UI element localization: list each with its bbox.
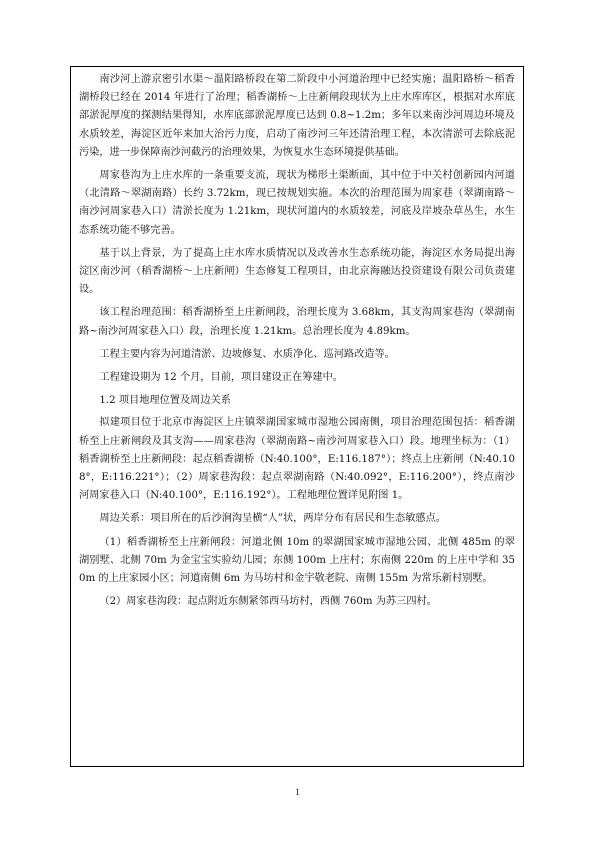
paragraph-zhoujiaxiang-ditch: 周家巷沟为上庄水库的一条重要支流，现状为梯形土渠断面，其中位于中关村创新园内河道（北清路～翠湖南路）长约 3.72km，现已按规划实施。本次的治理范围为周家巷（翠湖南路～南沙河周家巷入口）清淤长度为 1.21km，现状河道内的水质较差，河底及岸坡杂草丛生，水生态系统功能不够完善。 [79,170,515,236]
content-frame [70,66,524,767]
paragraph-treatment-scope: 该工程治理范围：稻香湖桥至上庄新闸段，治理长度为 3.68km，其支沟周家巷沟（翠湖南路~南沙河周家巷入口）段，治理长度 1.21km。总治理长度为 4.89km。 [79,307,515,337]
paragraph-background-nanshahe: 南沙河上游京密引水渠～温阳路桥段在第二阶段中小河道治理中已经实施；温阳路桥～稻香湖桥段已经在 2014 年进行了治理；稻香湖桥～上庄新闸段现状为上庄水库库区，根据对水库底部淤泥厚度的探测结果得知，水库底部淤泥厚度已达到 0.8~1.2m；多年以来南沙河周边环境及水质较差，海淀区近年来加大治污力度，启动了南沙河三年还清治理工程，本次清淤可去除底泥污染，进一步保障南沙河截污的治理效果，为恢复水生态环境提供基础。 [79,74,515,158]
paragraph-project-origin: 基于以上背景，为了提高上庄水库水质情况以及改善水生态系统功能，海淀区水务局提出海淀区南沙河（稻香湖桥～上庄新闸）生态修复工程项目，由北京海融达投资建设有限公司负责建设。 [79,247,515,296]
section-heading-location: 1.2 项目地理位置及周边关系 [99,395,231,407]
paragraph-location-coordinates: 拟建项目位于北京市海淀区上庄镇翠湖国家城市湿地公园南侧，项目治理范围包括：稻香湖桥至上庄新闸段及其支沟——周家巷沟（翠湖南路~南沙河周家巷入口）段。地理坐标为：（1）稻香湖桥至上庄新闸段：起点稻香湖桥（N:40.100°，E:116.187°）；终点上庄新闸（N:40.108°，E:116.221°）；（2）周家巷沟段：起点翠湖南路（N:40.092°，E:116.200°），终点南沙河周家巷入口（N:40.100°，E:116.192°）。工程地理位置详见附图 1。 [79,417,515,502]
paragraph-surroundings-section-1: （1）稻香湖桥至上庄新闸段：河道北侧 10m 的翠湖国家城市湿地公园、北侧 485m 的翠湖别墅、北侧 70m 为金宝宝实验幼儿园；东侧 100m 上庄村；东南侧 220m 的上庄中学和 350m 的上庄家园小区；河道南侧 6m 为马坊村和金宇敬老院、南侧 155m 为常乐新村别墅。 [79,536,515,585]
paragraph-main-content: 工程主要内容为河道清淤、边坡修复、水质净化、巡河路改造等。 [99,348,395,360]
page-number: 1 [295,787,300,797]
paragraph-surroundings-section-2: （2）周家巷沟段：起点附近东侧紧邻西马坊村，西侧 760m 为苏三四村。 [99,596,437,608]
paragraph-surroundings-intro: 周边关系：项目所在的后沙涧沟呈横“人”状，两岸分布有居民和生态敏感点。 [99,513,446,525]
paragraph-construction-period: 工程建设期为 12 个月，目前，项目建设正在筹建中。 [99,372,343,384]
